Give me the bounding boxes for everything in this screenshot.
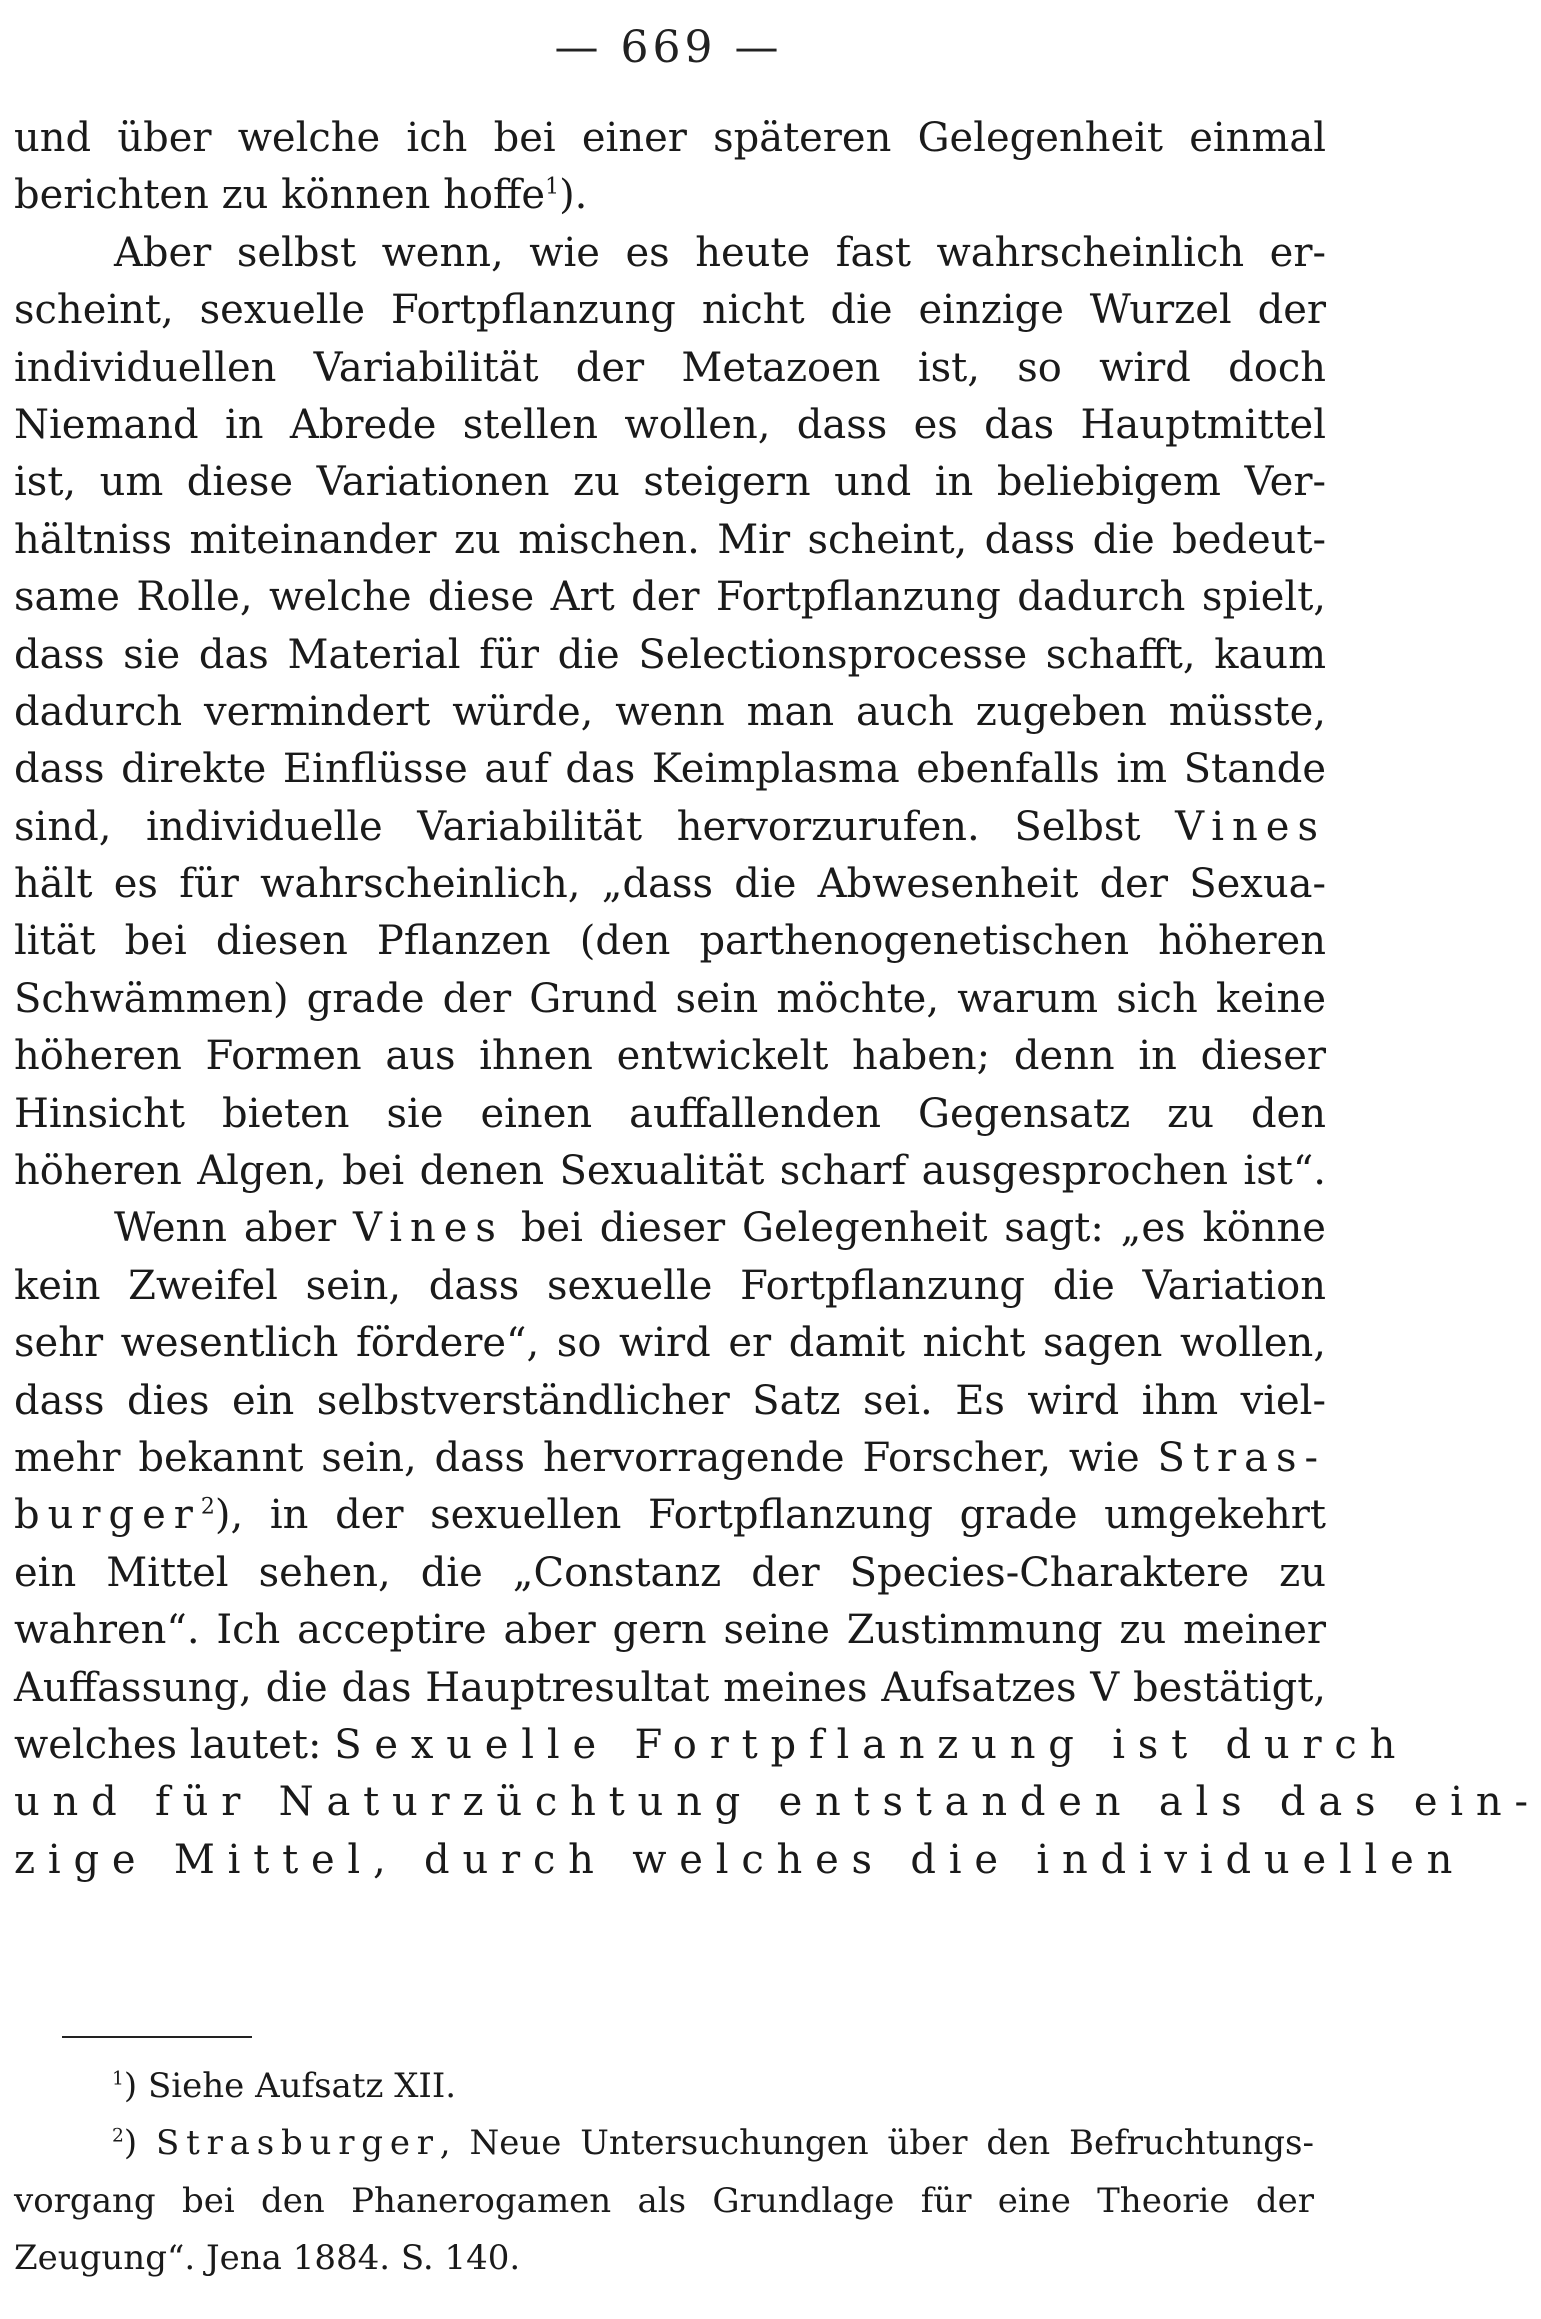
body-text (14, 110, 1541, 1889)
text-run: hältniss miteinander zu mischen. Mir scheint, dass die bedeut- (14, 516, 1326, 563)
text-line (14, 1373, 1326, 1430)
footnotes (14, 2060, 1314, 2290)
text-line (14, 569, 1326, 626)
text-line (14, 856, 1326, 913)
text-run: lität bei diesen Pflanzen (den parthenogenetischen höheren (14, 918, 1326, 965)
text-line (14, 512, 1326, 569)
text-run: scheint, sexuelle Fortpflanzung nicht die einzige Wurzel der (14, 287, 1326, 334)
text-run: Wenn aber (114, 1205, 354, 1252)
text-run: Niemand in Abrede stellen wollen, dass es das Hauptmittel (14, 401, 1326, 448)
text-run: same Rolle, welche diese Art der Fortpflanzung dadurch spielt, (14, 574, 1326, 621)
text-line (14, 340, 1326, 397)
text-run: und über welche ich bei einer späteren Gelegenheit einmal (14, 115, 1326, 161)
text-run: dass dies ein selbstverständlicher Satz sei. Es wird ihm viel- (14, 1377, 1326, 1424)
page-header: — 669 — (554, 22, 783, 73)
text-line (14, 1143, 1326, 1200)
text-line (14, 1086, 1326, 1143)
text-run: dass direkte Einflüsse auf das Keimplasma ebenfalls im Stande (14, 746, 1326, 793)
footnote-marker: 1 (112, 2068, 124, 2090)
text-run: bei dieser Gelegenheit sagt: „es könne (503, 1205, 1326, 1252)
text-line (14, 397, 1326, 454)
text-run: berichten zu können hoffe (14, 172, 546, 219)
footnote-marker: 2 (112, 2126, 124, 2148)
spaced-name: burger (14, 1492, 201, 1539)
text-line (14, 1832, 1466, 1889)
text-line (14, 282, 1326, 339)
text-run: individuellen Variabilität der Metazoen ist, so wird doch (14, 344, 1326, 391)
footnote-ref: 2 (200, 1495, 215, 1521)
text-line (14, 1200, 1326, 1257)
text-run: vorgang bei den Phanerogamen als Grundlage für eine Theorie der (14, 2180, 1314, 2221)
text-line (14, 1717, 1409, 1774)
text-line (14, 971, 1326, 1028)
text-run: höheren Algen, bei denen Sexualität scharf ausgesprochen ist“. (14, 1148, 1326, 1195)
text-line (14, 167, 1326, 224)
spaced-name: Vines (353, 1205, 504, 1252)
text-run: ) (123, 2123, 157, 2164)
text-run: dadurch vermindert würde, wenn man auch zugeben müsste, (14, 688, 1326, 735)
text-line (14, 799, 1326, 856)
text-line (14, 1602, 1326, 1659)
text-run: ), in der sexuellen Fortpflanzung grade umgekehrt (214, 1492, 1326, 1539)
text-run: wahren“. Ich acceptire aber gern seine Zustimmung zu meiner (14, 1607, 1326, 1654)
footnote-ref: 1 (545, 175, 560, 201)
text-run: welches lautet: (14, 1721, 335, 1768)
footnote-line (14, 2232, 1314, 2289)
text-run: ) Siehe Aufsatz XII. (123, 2066, 457, 2106)
text-run: Schwämmen) grade der Grund sein möchte, warum sich keine (14, 975, 1326, 1022)
text-run: sind, individuelle Variabilität hervorzurufen. Selbst (14, 803, 1176, 850)
paragraph (14, 110, 1326, 225)
text-line (14, 741, 1326, 798)
footnote-line (14, 2117, 1314, 2174)
text-run: Hinsicht bieten sie einen auffallenden Gegensatz zu den (14, 1090, 1326, 1137)
text-line (14, 684, 1326, 741)
text-line (14, 225, 1326, 282)
text-line (14, 1258, 1326, 1315)
paragraph (14, 225, 1326, 1201)
text-run: mehr bekannt sein, dass hervorragende Forscher, wie (14, 1434, 1158, 1481)
text-line (14, 1660, 1326, 1717)
spaced-name: Strasburger (156, 2123, 440, 2164)
text-run: ist, um diese Variationen zu steigern und in beliebigem Ver- (14, 459, 1326, 506)
spaced-emphasis: zige Mittel, durch welches die individuellen (14, 1836, 1466, 1883)
footnote (14, 2117, 1314, 2289)
footnote-divider (62, 2036, 252, 2038)
text-line (14, 627, 1326, 684)
paragraph (14, 1200, 1541, 1889)
text-run: Zeugung“. Jena 1884. S. 140. (14, 2238, 521, 2279)
text-line (14, 1430, 1326, 1487)
text-run: sehr wesentlich fördere“, so wird er damit nicht sagen wollen, (14, 1320, 1326, 1367)
text-line (14, 1774, 1541, 1831)
text-line (14, 913, 1326, 970)
text-line (14, 1545, 1326, 1602)
footnote-line (14, 2175, 1314, 2232)
text-run: kein Zweifel sein, dass sexuelle Fortpflanzung die Variation (14, 1262, 1326, 1309)
text-line (14, 1028, 1326, 1085)
text-line (14, 1315, 1326, 1372)
text-run: ). (559, 172, 588, 219)
spaced-name: Stras- (1157, 1434, 1326, 1481)
spaced-emphasis: Sexuelle Fortpflanzung ist durch (334, 1721, 1409, 1768)
text-run: ein Mittel sehen, die „Constanz der Species-Charaktere zu (14, 1549, 1326, 1596)
spaced-emphasis: und für Naturzüchtung entstanden als das ein- (14, 1779, 1541, 1826)
text-run: Aber selbst wenn, wie es heute fast wahrscheinlich er- (114, 229, 1326, 276)
footnote (14, 2060, 1314, 2117)
text-run: , Neue Untersuchungen über den Befruchtungs- (439, 2123, 1314, 2164)
text-run: höheren Formen aus ihnen entwickelt haben; denn in dieser (14, 1033, 1326, 1080)
text-run: hält es für wahrscheinlich, „dass die Abwesenheit der Sexua- (14, 861, 1326, 908)
text-run: Auffassung, die das Hauptresultat meines Aufsatzes V bestätigt, (14, 1664, 1326, 1711)
spaced-name: Vines (1175, 803, 1326, 850)
text-line (14, 1487, 1326, 1544)
text-line (14, 110, 1326, 167)
footnote-line (14, 2060, 1314, 2117)
text-run: dass sie das Material für die Selectionsprocesse schafft, kaum (14, 631, 1326, 678)
text-line (14, 454, 1326, 511)
